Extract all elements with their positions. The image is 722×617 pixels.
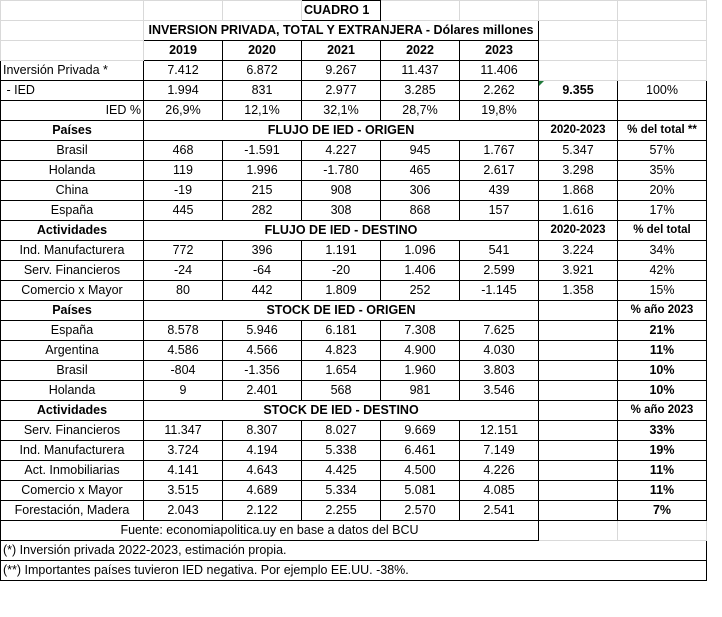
section-col-label: Países (1, 301, 144, 321)
cell-value: 2.255 (302, 501, 381, 521)
cell-pct: 21% (618, 321, 707, 341)
cell-value: 3.285 (381, 81, 460, 101)
s3-header-row (1, 301, 707, 321)
cell-value: 5.334 (302, 481, 381, 501)
source-note: Fuente: economiapolitica.uy en base a datos del BCU (1, 521, 539, 541)
cell-value: 2.122 (223, 501, 302, 521)
cell-value: 282 (223, 201, 302, 221)
cell-value: -1.356 (223, 361, 302, 381)
cell-value: 1.406 (381, 261, 460, 281)
empty-cell (539, 421, 618, 441)
cell-value: 4.500 (381, 461, 460, 481)
cell-value: 4.227 (302, 141, 381, 161)
section-col-label: Actividades (1, 401, 144, 421)
cell-value: 4.689 (223, 481, 302, 501)
cell-value: 3.724 (144, 441, 223, 461)
section-period: 2020-2023 (539, 221, 618, 241)
section-col-label: Países (1, 121, 144, 141)
footnote: (**) Importantes países tuvieron IED negativa. Por ejemplo EE.UU. -38%. (1, 561, 707, 581)
year-header: 2021 (302, 41, 381, 61)
footnote-row (1, 561, 707, 581)
row-label: España (1, 321, 144, 341)
cell-value: 308 (302, 201, 381, 221)
cell-pct: 35% (618, 161, 707, 181)
cell-value: 2.043 (144, 501, 223, 521)
cell-value: 1.996 (223, 161, 302, 181)
cell-pct: 7% (618, 501, 707, 521)
cell-value: 3.546 (460, 381, 539, 401)
cell-value: 981 (381, 381, 460, 401)
cell-value: 9.267 (302, 61, 381, 81)
row-label: Brasil (1, 361, 144, 381)
cell-value: 1.096 (381, 241, 460, 261)
row-label: Comercio x Mayor (1, 281, 144, 301)
cell-value: 3.515 (144, 481, 223, 501)
s1-header-row (1, 121, 707, 141)
cell-value: 7.412 (144, 61, 223, 81)
cell-value: -804 (144, 361, 223, 381)
row-label: Brasil (1, 141, 144, 161)
cell-value: 1.191 (302, 241, 381, 261)
row-label: Ind. Manufacturera (1, 241, 144, 261)
cell-value: -64 (223, 261, 302, 281)
cell-pct: 42% (618, 261, 707, 281)
cell-value: 945 (381, 141, 460, 161)
empty-cell (539, 521, 618, 541)
footnote: (*) Inversión privada 2022-2023, estimación propia. (1, 541, 707, 561)
cell-value: 1.767 (460, 141, 539, 161)
title-row (1, 1, 707, 21)
cell-value: 7.308 (381, 321, 460, 341)
section-title: STOCK DE IED - DESTINO (144, 401, 539, 421)
cell-total: 5.347 (539, 141, 618, 161)
years-row (1, 41, 707, 61)
cell-value: 4.226 (460, 461, 539, 481)
subtitle-row (1, 21, 707, 41)
table-row (1, 241, 707, 261)
row-label: - IED (1, 81, 144, 101)
row-label: Ind. Manufacturera (1, 441, 144, 461)
cell-value: 12.151 (460, 421, 539, 441)
cell-value: 2.541 (460, 501, 539, 521)
cell-value: 11.347 (144, 421, 223, 441)
row-label: Forestación, Madera (1, 501, 144, 521)
cell-pct: 20% (618, 181, 707, 201)
cell-value: 32,1% (302, 101, 381, 121)
cell-value: 541 (460, 241, 539, 261)
cell-value: 6.872 (223, 61, 302, 81)
cell-value: 468 (144, 141, 223, 161)
cell-pct: 11% (618, 461, 707, 481)
cell-value: 3.803 (460, 361, 539, 381)
cell-value: 442 (223, 281, 302, 301)
cell-value: 2.599 (460, 261, 539, 281)
cell-value: 157 (460, 201, 539, 221)
cell-value: 119 (144, 161, 223, 181)
cell-pct: 19% (618, 441, 707, 461)
cell-value: 2.262 (460, 81, 539, 101)
table-row (1, 501, 707, 521)
inversion-privada-row (1, 61, 707, 81)
cell-value: 1.960 (381, 361, 460, 381)
cell-value: 4.900 (381, 341, 460, 361)
table-row (1, 201, 707, 221)
cell-value: 4.586 (144, 341, 223, 361)
cell-value: -20 (302, 261, 381, 281)
empty-cell (539, 481, 618, 501)
cell-value: 8.027 (302, 421, 381, 441)
table-row (1, 341, 707, 361)
row-label: Serv. Financieros (1, 261, 144, 281)
cell-value: 306 (381, 181, 460, 201)
table-row (1, 421, 707, 441)
cell-pct: 10% (618, 381, 707, 401)
section-title: FLUJO DE IED - ORIGEN (144, 121, 539, 141)
cell-value: 28,7% (381, 101, 460, 121)
ied-total: 9.355 (539, 81, 618, 101)
row-label: IED % (1, 101, 144, 121)
cell-value: 5.081 (381, 481, 460, 501)
table-row (1, 361, 707, 381)
table-row (1, 181, 707, 201)
cell-value: 26,9% (144, 101, 223, 121)
empty-cell (539, 301, 618, 321)
cell-value: -1.780 (302, 161, 381, 181)
cell-pct: 33% (618, 421, 707, 441)
cell-value: 8.307 (223, 421, 302, 441)
table-subtitle: INVERSION PRIVADA, TOTAL Y EXTRANJERA - Dólares millones (144, 21, 539, 41)
empty-cell (539, 501, 618, 521)
table-row (1, 281, 707, 301)
section-share: % del total ** (618, 121, 707, 141)
year-header: 2023 (460, 41, 539, 61)
section-title: FLUJO DE IED - DESTINO (144, 221, 539, 241)
s2-header-row (1, 221, 707, 241)
ied-pct-row (1, 101, 707, 121)
cell-value: 19,8% (460, 101, 539, 121)
row-label: Holanda (1, 381, 144, 401)
empty-cell (618, 521, 707, 541)
cell-value: 80 (144, 281, 223, 301)
cell-value: 908 (302, 181, 381, 201)
row-label: Act. Inmobiliarias (1, 461, 144, 481)
empty-cell (539, 461, 618, 481)
cell-pct: 11% (618, 341, 707, 361)
cell-value: 8.578 (144, 321, 223, 341)
cell-pct: 17% (618, 201, 707, 221)
cell-value: 4.085 (460, 481, 539, 501)
cell-value: 5.338 (302, 441, 381, 461)
cell-value: 252 (381, 281, 460, 301)
row-label: Serv. Financieros (1, 421, 144, 441)
cell-value: 465 (381, 161, 460, 181)
cell-value: 4.141 (144, 461, 223, 481)
cell-value: 5.946 (223, 321, 302, 341)
cell-value: 6.461 (381, 441, 460, 461)
cell-total: 1.868 (539, 181, 618, 201)
section-period: 2020-2023 (539, 121, 618, 141)
cell-pct: 57% (618, 141, 707, 161)
empty-cell (539, 361, 618, 381)
cell-value: 439 (460, 181, 539, 201)
year-header: 2020 (223, 41, 302, 61)
section-share: % año 2023 (618, 301, 707, 321)
cell-value: 7.149 (460, 441, 539, 461)
section-share: % año 2023 (618, 401, 707, 421)
section-share: % del total (618, 221, 707, 241)
cell-value: 1.809 (302, 281, 381, 301)
cell-value: 4.030 (460, 341, 539, 361)
cell-value: -1.591 (223, 141, 302, 161)
row-label: Inversión Privada * (1, 61, 144, 81)
cell-value: 4.194 (223, 441, 302, 461)
cell-value: 4.643 (223, 461, 302, 481)
cell-value: 868 (381, 201, 460, 221)
section-title: STOCK DE IED - ORIGEN (144, 301, 539, 321)
source-row (1, 521, 707, 541)
cell-value: 7.625 (460, 321, 539, 341)
section-col-label: Actividades (1, 221, 144, 241)
table-row (1, 381, 707, 401)
cell-value: 215 (223, 181, 302, 201)
cell-pct: 11% (618, 481, 707, 501)
table-row (1, 141, 707, 161)
cell-pct: 10% (618, 361, 707, 381)
row-label: China (1, 181, 144, 201)
cell-value: -24 (144, 261, 223, 281)
cell-value: 2.977 (302, 81, 381, 101)
cell-total: 1.358 (539, 281, 618, 301)
row-label: Holanda (1, 161, 144, 181)
cell-value: -19 (144, 181, 223, 201)
year-header: 2019 (144, 41, 223, 61)
cell-total: 3.921 (539, 261, 618, 281)
cell-value: 1.654 (302, 361, 381, 381)
empty-cell (539, 341, 618, 361)
ied-total-pct: 100% (618, 81, 707, 101)
footnote-row (1, 541, 707, 561)
row-label: Argentina (1, 341, 144, 361)
cell-value: 396 (223, 241, 302, 261)
cell-value: 1.994 (144, 81, 223, 101)
table-row (1, 461, 707, 481)
table-row (1, 481, 707, 501)
cell-value: 2.617 (460, 161, 539, 181)
cell-value: 4.823 (302, 341, 381, 361)
cell-value: 11.437 (381, 61, 460, 81)
row-label: España (1, 201, 144, 221)
cell-value: 6.181 (302, 321, 381, 341)
empty-cell (539, 441, 618, 461)
cell-value: 9 (144, 381, 223, 401)
cell-pct: 15% (618, 281, 707, 301)
table-row (1, 161, 707, 181)
table-row (1, 321, 707, 341)
empty-cell (539, 381, 618, 401)
empty-cell (539, 401, 618, 421)
cell-value: 2.570 (381, 501, 460, 521)
cell-value: 9.669 (381, 421, 460, 441)
cell-pct: 34% (618, 241, 707, 261)
s4-header-row (1, 401, 707, 421)
cell-value: -1.145 (460, 281, 539, 301)
table-title: CUADRO 1 (302, 1, 381, 21)
ied-row (1, 81, 707, 101)
cell-value: 445 (144, 201, 223, 221)
row-label: Comercio x Mayor (1, 481, 144, 501)
cell-value: 772 (144, 241, 223, 261)
cell-total: 1.616 (539, 201, 618, 221)
cell-value: 4.425 (302, 461, 381, 481)
cell-total: 3.298 (539, 161, 618, 181)
cell-value: 12,1% (223, 101, 302, 121)
cell-value: 11.406 (460, 61, 539, 81)
table-row (1, 441, 707, 461)
year-header: 2022 (381, 41, 460, 61)
cell-value: 2.401 (223, 381, 302, 401)
cell-value: 4.566 (223, 341, 302, 361)
cell-total: 3.224 (539, 241, 618, 261)
cell-value: 831 (223, 81, 302, 101)
table-row (1, 261, 707, 281)
cell-value: 568 (302, 381, 381, 401)
empty-cell (539, 321, 618, 341)
